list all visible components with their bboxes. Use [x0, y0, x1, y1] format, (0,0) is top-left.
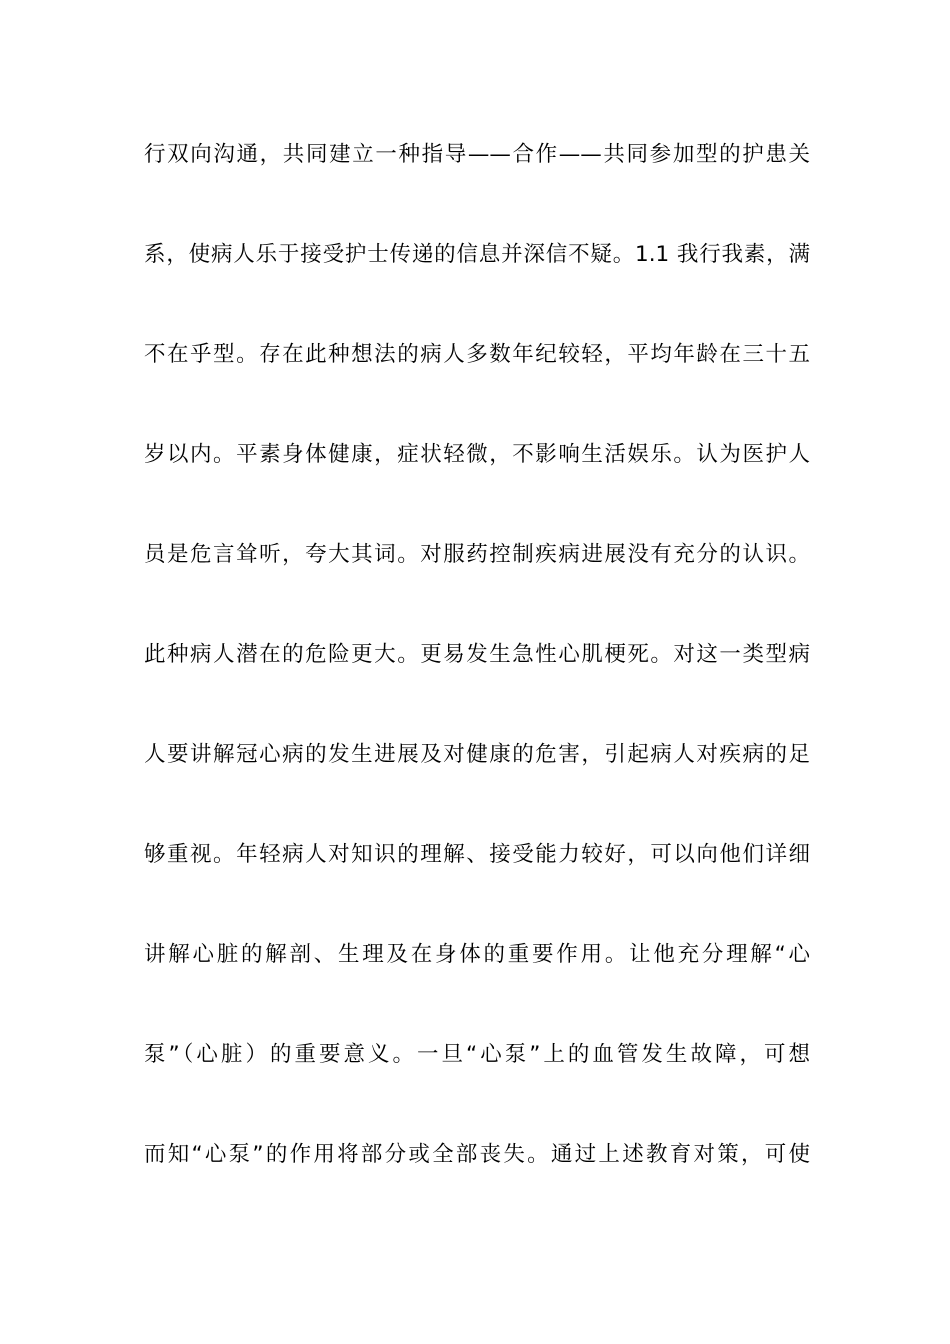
- paragraph-line: 岁以内。平素身体健康，症状轻微，不影响生活娱乐。认为医护人: [144, 442, 810, 467]
- paragraph-line: 够重视。年轻病人对知识的理解、接受能力较好，可以向他们详细: [144, 842, 810, 867]
- paragraph-line: 泵”（心脏）的重要意义。一旦“心泵”上的血管发生故障，可想: [144, 1042, 810, 1067]
- paragraph-line: 此种病人潜在的危险更大。更易发生急性心肌梗死。对这一类型病: [144, 642, 810, 667]
- paragraph-line: 员是危言耸听，夸大其词。对服药控制疾病进展没有充分的认识。: [144, 542, 810, 567]
- paragraph-line: 人要讲解冠心病的发生进展及对健康的危害，引起病人对疾病的足: [144, 742, 810, 767]
- paragraph-line: 讲解心脏的解剖、生理及在身体的重要作用。让他充分理解“心: [144, 942, 810, 967]
- paragraph-line: 行双向沟通，共同建立一种指导——合作——共同参加型的护患关: [144, 142, 810, 167]
- paragraph-line: 系，使病人乐于接受护士传递的信息并深信不疑。1.1 我行我素，满: [144, 242, 810, 267]
- paragraph-line: 而知“心泵”的作用将部分或全部丧失。通过上述教育对策，可使: [144, 1142, 810, 1167]
- paragraph-line: 不在乎型。存在此种想法的病人多数年纪较轻，平均年龄在三十五: [144, 342, 810, 367]
